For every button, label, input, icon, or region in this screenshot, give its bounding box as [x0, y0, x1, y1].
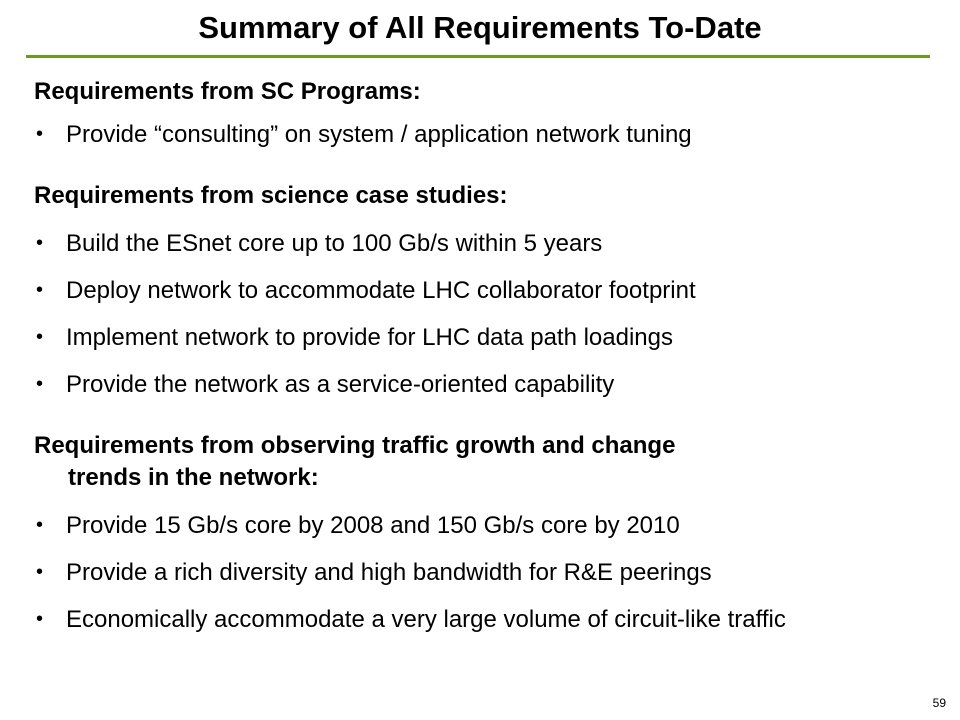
- list-item: [36, 322, 916, 353]
- bullet-icon: •: [36, 326, 44, 348]
- list-item: [36, 604, 886, 635]
- list-item-text: Provide a rich diversity and high bandwidth for R&E peerings: [66, 559, 712, 586]
- list-item: [36, 119, 916, 150]
- section-heading-science-case-studies: Requirements from science case studies:: [34, 182, 508, 209]
- list-item-text: Provide “consulting” on system / application network tuning: [66, 121, 692, 148]
- section-heading-line: Requirements from observing traffic growth and change: [34, 432, 676, 459]
- title-underline: [26, 55, 930, 58]
- section-heading-traffic-growth: [34, 430, 675, 494]
- section-heading-sc-programs: Requirements from SC Programs:: [34, 78, 421, 105]
- bullet-icon: •: [36, 123, 44, 145]
- list-item-text: Implement network to provide for LHC data path loadings: [66, 324, 673, 351]
- page-number: 59: [932, 696, 946, 710]
- list-item: [36, 369, 916, 400]
- list-item: [36, 510, 916, 541]
- list-item: [36, 275, 916, 306]
- bullet-icon: •: [36, 373, 44, 395]
- slide-title: Summary of All Requirements To-Date: [198, 10, 762, 45]
- section-heading-line: trends in the network:: [68, 464, 319, 491]
- list-item-text: Deploy network to accommodate LHC collaborator footprint: [66, 277, 696, 304]
- list-item: [36, 228, 916, 259]
- bullet-icon: •: [36, 608, 44, 630]
- bullet-icon: •: [36, 279, 44, 301]
- bullet-icon: •: [36, 232, 44, 254]
- list-item: [36, 557, 916, 588]
- list-item-text: Economically accommodate a very large volume of circuit-like traffic: [66, 606, 786, 633]
- list-item-text: Build the ESnet core up to 100 Gb/s within 5 years: [66, 230, 603, 257]
- bullet-icon: •: [36, 514, 44, 536]
- list-item-text: Provide the network as a service-oriented capability: [66, 371, 615, 398]
- list-item-text: Provide 15 Gb/s core by 2008 and 150 Gb/s core by 2010: [66, 512, 680, 539]
- bullet-icon: •: [36, 561, 44, 583]
